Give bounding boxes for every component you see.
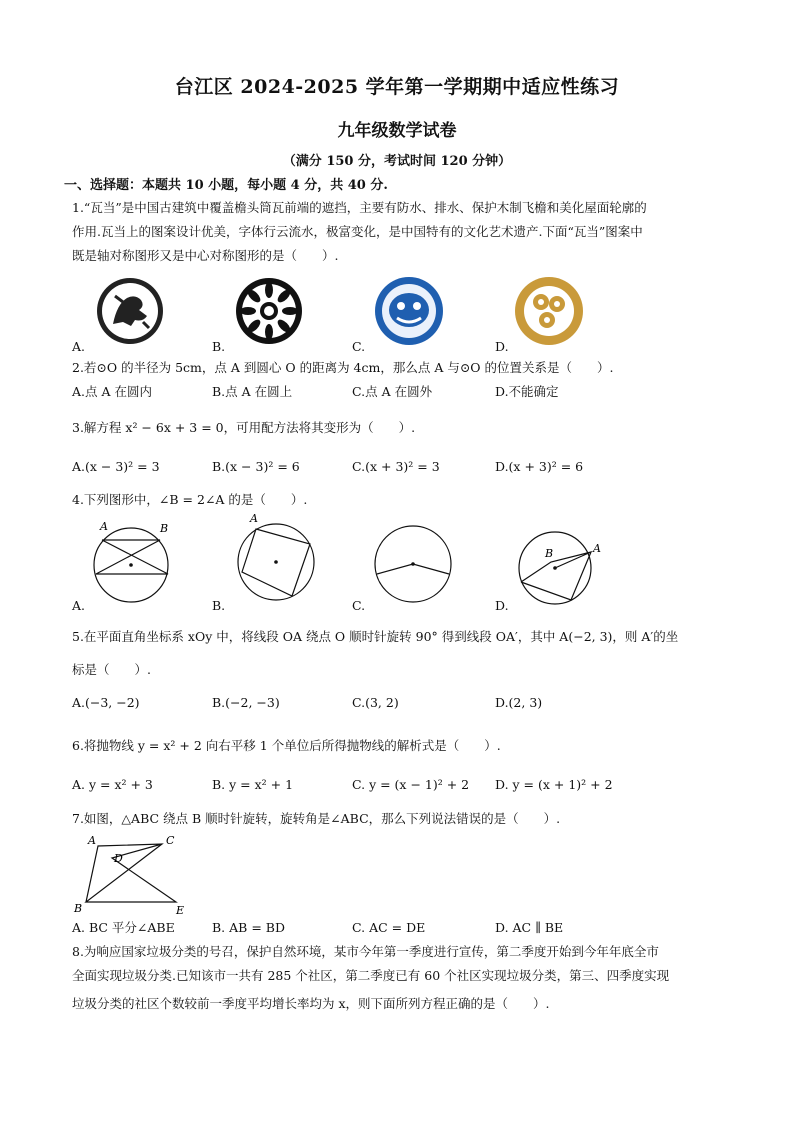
q1-image-b — [234, 276, 304, 346]
q4-option-a[interactable]: A. — [72, 598, 86, 613]
q4-option-c[interactable]: C. — [352, 598, 366, 613]
q2-option-d[interactable]: D.不能确定 — [495, 384, 559, 399]
q7-label-c: C — [166, 834, 175, 847]
q4-figure-c — [373, 524, 453, 604]
q3-option-c[interactable]: C.(x + 3)² = 3 — [352, 459, 440, 474]
q3-option-d[interactable]: D.(x + 3)² = 6 — [495, 459, 584, 474]
q6-option-a[interactable]: A. y = x² + 3 — [72, 777, 153, 792]
q4-figure-a — [92, 522, 172, 602]
q4-figure-b — [236, 512, 318, 602]
q1-line3: 既是轴对称图形又是中心对称图形的是（ ）. — [72, 248, 339, 263]
section-heading: 一、选择题：本题共 10 小题，每小题 4 分，共 40 分. — [64, 178, 388, 193]
q7-option-c[interactable]: C. AC = DE — [352, 920, 426, 935]
q5-option-a[interactable]: A.(−3, −2) — [72, 695, 140, 710]
exam-note: （满分 150 分，考试时间 120 分钟） — [282, 154, 512, 169]
q5-option-d[interactable]: D.(2, 3) — [495, 695, 543, 710]
q3-option-a[interactable]: A.(x − 3)² = 3 — [72, 459, 160, 474]
q4-stem: 4.下列图形中，∠B = 2∠A 的是（ ）. — [72, 492, 308, 507]
q4a-label-b: B — [160, 522, 169, 535]
q2-option-b[interactable]: B.点 A 在圆上 — [212, 384, 293, 399]
q1-line1: 1.“瓦当”是中国古建筑中覆盖檐头筒瓦前端的遮挡，主要有防水、排水、保护木制飞檐和美化屋面轮廓的 — [72, 200, 647, 215]
q1-option-d[interactable]: D. — [495, 339, 509, 354]
q5-option-c[interactable]: C.(3, 2) — [352, 695, 399, 710]
q1-image-a — [95, 276, 165, 346]
q2-option-c[interactable]: C.点 A 在圆外 — [352, 384, 433, 399]
q4-figure-d — [515, 530, 601, 606]
q3-option-b[interactable]: B.(x − 3)² = 6 — [212, 459, 300, 474]
q5-line1: 5.在平面直角坐标系 xOy 中，将线段 OA 绕点 O 顺时针旋转 90° 得到线段 OA′，其中 A(−2, 3)，则 A′的坐 — [72, 629, 679, 644]
q7-label-a: A — [88, 834, 96, 847]
q7-option-a[interactable]: A. BC 平分∠ABE — [72, 920, 175, 935]
q8-line3: 垃圾分类的社区个数较前一季度平均增长率均为 x，则下面所列方程正确的是（ ）. — [72, 996, 550, 1011]
q7-label-d: D — [114, 852, 123, 865]
exam-title: 台江区 2024-2025 学年第一学期期中适应性练习 — [174, 76, 620, 98]
q1-image-c — [373, 276, 445, 346]
q1-line2: 作用.瓦当上的图案设计优美，字体行云流水，极富变化，是中国特有的文化艺术遗产.下面“瓦当”图案中 — [72, 224, 643, 239]
exam-subtitle: 九年级数学试卷 — [337, 121, 457, 141]
q7-option-b[interactable]: B. AB = BD — [212, 920, 285, 935]
q4a-label-a: A — [100, 520, 108, 533]
q4d-label-a: A — [593, 542, 601, 555]
q4-option-d[interactable]: D. — [495, 598, 509, 613]
q1-option-a[interactable]: A. — [72, 339, 86, 354]
q7-label-b: B — [74, 902, 83, 915]
q4d-label-b: B — [545, 547, 554, 560]
q4b-label-a: A — [250, 512, 258, 525]
q3-stem: 3.解方程 x² − 6x + 3 = 0，可用配方法将其变形为（ ）. — [72, 420, 416, 435]
q1-option-b[interactable]: B. — [212, 339, 226, 354]
q8-line2: 全面实现垃圾分类.已知该市一共有 285 个社区，第二季度已有 60 个社区实现垃圾分类，第三、四季度实现 — [72, 968, 670, 983]
q7-label-e: E — [176, 904, 185, 917]
q2-stem: 2.若⊙O 的半径为 5cm，点 A 到圆心 O 的距离为 4cm，那么点 A 与⊙O 的位置关系是（ ）. — [72, 360, 614, 375]
q8-line1: 8.为响应国家垃圾分类的号召，保护自然环境，某市今年第一季度进行宣传，第二季度开始到今年年底全市 — [72, 944, 659, 959]
q6-option-b[interactable]: B. y = x² + 1 — [212, 777, 294, 792]
q2-option-a[interactable]: A.点 A 在圆内 — [72, 384, 152, 399]
q7-option-d[interactable]: D. AC ∥ BE — [495, 920, 564, 935]
q7-figure — [72, 832, 197, 916]
q5-line2: 标是（ ）. — [72, 662, 151, 677]
q7-stem: 7.如图，△ABC 绕点 B 顺时针旋转，旋转角是∠ABC，那么下列说法错误的是（ ）. — [72, 811, 561, 826]
q1-image-d — [513, 276, 585, 346]
q6-option-c[interactable]: C. y = (x − 1)² + 2 — [352, 777, 470, 792]
q4-option-b[interactable]: B. — [212, 598, 226, 613]
q6-stem: 6.将抛物线 y = x² + 2 向右平移 1 个单位后所得抛物线的解析式是（ ）. — [72, 738, 501, 753]
q5-option-b[interactable]: B.(−2, −3) — [212, 695, 280, 710]
q6-option-d[interactable]: D. y = (x + 1)² + 2 — [495, 777, 613, 792]
q1-option-c[interactable]: C. — [352, 339, 366, 354]
